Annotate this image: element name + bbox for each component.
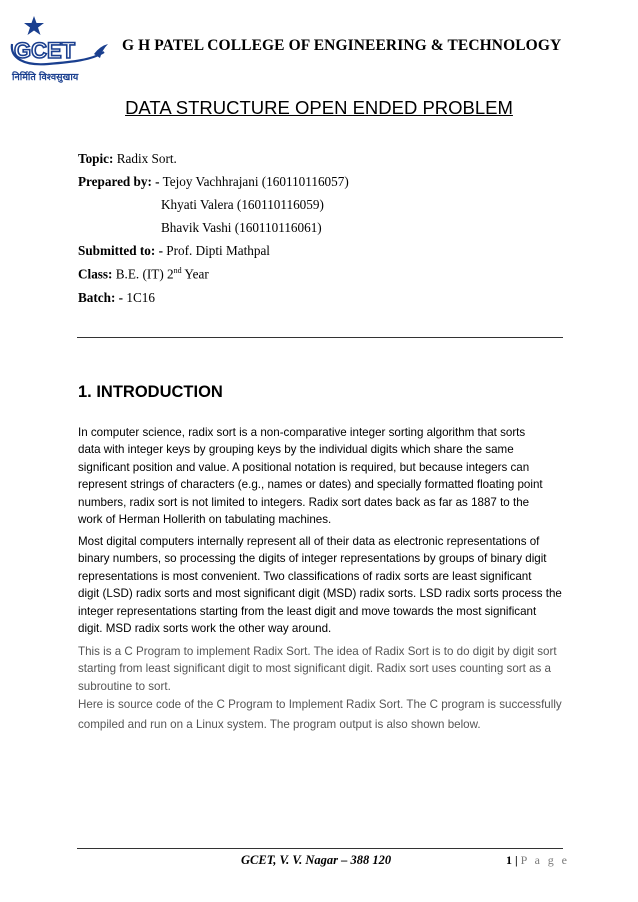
paragraph-line: Most digital computers internally represent all of their data as electronic representations of [78,535,540,548]
page-number: 1 [506,853,512,867]
page-indicator [506,853,569,868]
preparer-3: Bhavik Vashi (160110116061) [161,220,322,235]
submitted-to-line [78,243,270,259]
class-label: Class: [78,266,113,282]
batch-label: Batch: - [78,290,124,305]
topic-value: Radix Sort. [116,151,177,166]
topic-label: Topic: [78,151,114,166]
paragraph-line: Here is source code of the C Program to Implement Radix Sort. The C program is successfully [78,698,562,711]
page-separator: | [515,853,518,867]
paragraph-line: starting from least significant digit to most significant digit. Radix sort uses counting sort as a [78,662,551,676]
footer-address: GCET, V. V. Nagar – 388 120 [241,853,392,867]
section-heading: 1. INTRODUCTION [78,383,223,401]
paragraph-line: digit. MSD radix sorts work the other way around. [78,622,332,636]
paragraph-line: work of Herman Hollerith on tabulating machines. [78,513,332,527]
paragraph-3 [78,643,568,695]
batch-line [78,290,155,306]
paragraph-line: In computer science, radix sort is a non-comparative integer sorting algorithm that sorts [78,426,526,439]
paragraph-line: representations is most convenient. Two classifications of radix sorts are least significant [78,569,532,583]
class-suffix: Year [184,266,209,282]
college-name: G H PATEL COLLEGE OF ENGINEERING & TECHNOLOGY [122,37,562,54]
batch-value: 1C16 [126,290,155,305]
paragraph-line: subroutine to sort. [78,679,171,693]
topic-line [78,151,177,167]
class-superscript: nd [173,266,182,275]
star-icon [24,16,44,35]
preparer-2: Khyati Valera (160110116059) [161,197,324,212]
paragraph-line: numbers, radix sort is not limited to integers. Radix sort dates back as far as 1887 to the [78,495,530,509]
submitted-to-value: Prof. Dipti Mathpal [166,243,270,258]
divider-line [77,337,563,338]
prepared-by-line [78,174,349,190]
preparer-1: Tejoy Vachhrajani (160110116057) [162,174,349,189]
paragraph-line: compiled and run on a Linux system. The program output is also shown below. [78,718,481,731]
paragraph-1 [78,424,568,528]
college-logo [8,14,116,86]
class-line [78,266,209,282]
paragraph-line: integer representations starting from the least digit and move towards the most significant [78,604,537,618]
paragraph-line: binary numbers, so processing the digits of integer representations by groups of binary digit [78,552,547,566]
submitted-to-label: Submitted to: - [78,243,163,258]
logo-text: GCET [14,38,76,63]
paragraph-line: data with integer keys by grouping keys by the individual digits which share the same [78,443,514,457]
paragraph-4 [78,695,568,735]
paragraph-line: digit (LSD) radix sorts and most significant digit (MSD) radix sorts. LSD radix sorts process the [78,587,562,601]
class-value: B.E. (IT) 2 [115,266,174,282]
prepared-by-label: Prepared by: - [78,174,160,189]
page-word: P a g e [520,853,570,867]
paragraph-line: significant position and value. A positional notation is required, but because integers can [78,460,530,474]
paragraph-line: represent strings of characters (e.g., names or dates) and specially formatted floating point [78,478,543,492]
paragraph-line: This is a C Program to implement Radix Sort. The idea of Radix Sort is to do digit by digit sort [78,645,557,658]
document-title: DATA STRUCTURE OPEN ENDED PROBLEM [125,97,513,118]
paragraph-2 [78,533,568,637]
logo-tagline: निर्मिति विश्वसुखाय [12,72,79,83]
footer-divider [77,848,563,849]
